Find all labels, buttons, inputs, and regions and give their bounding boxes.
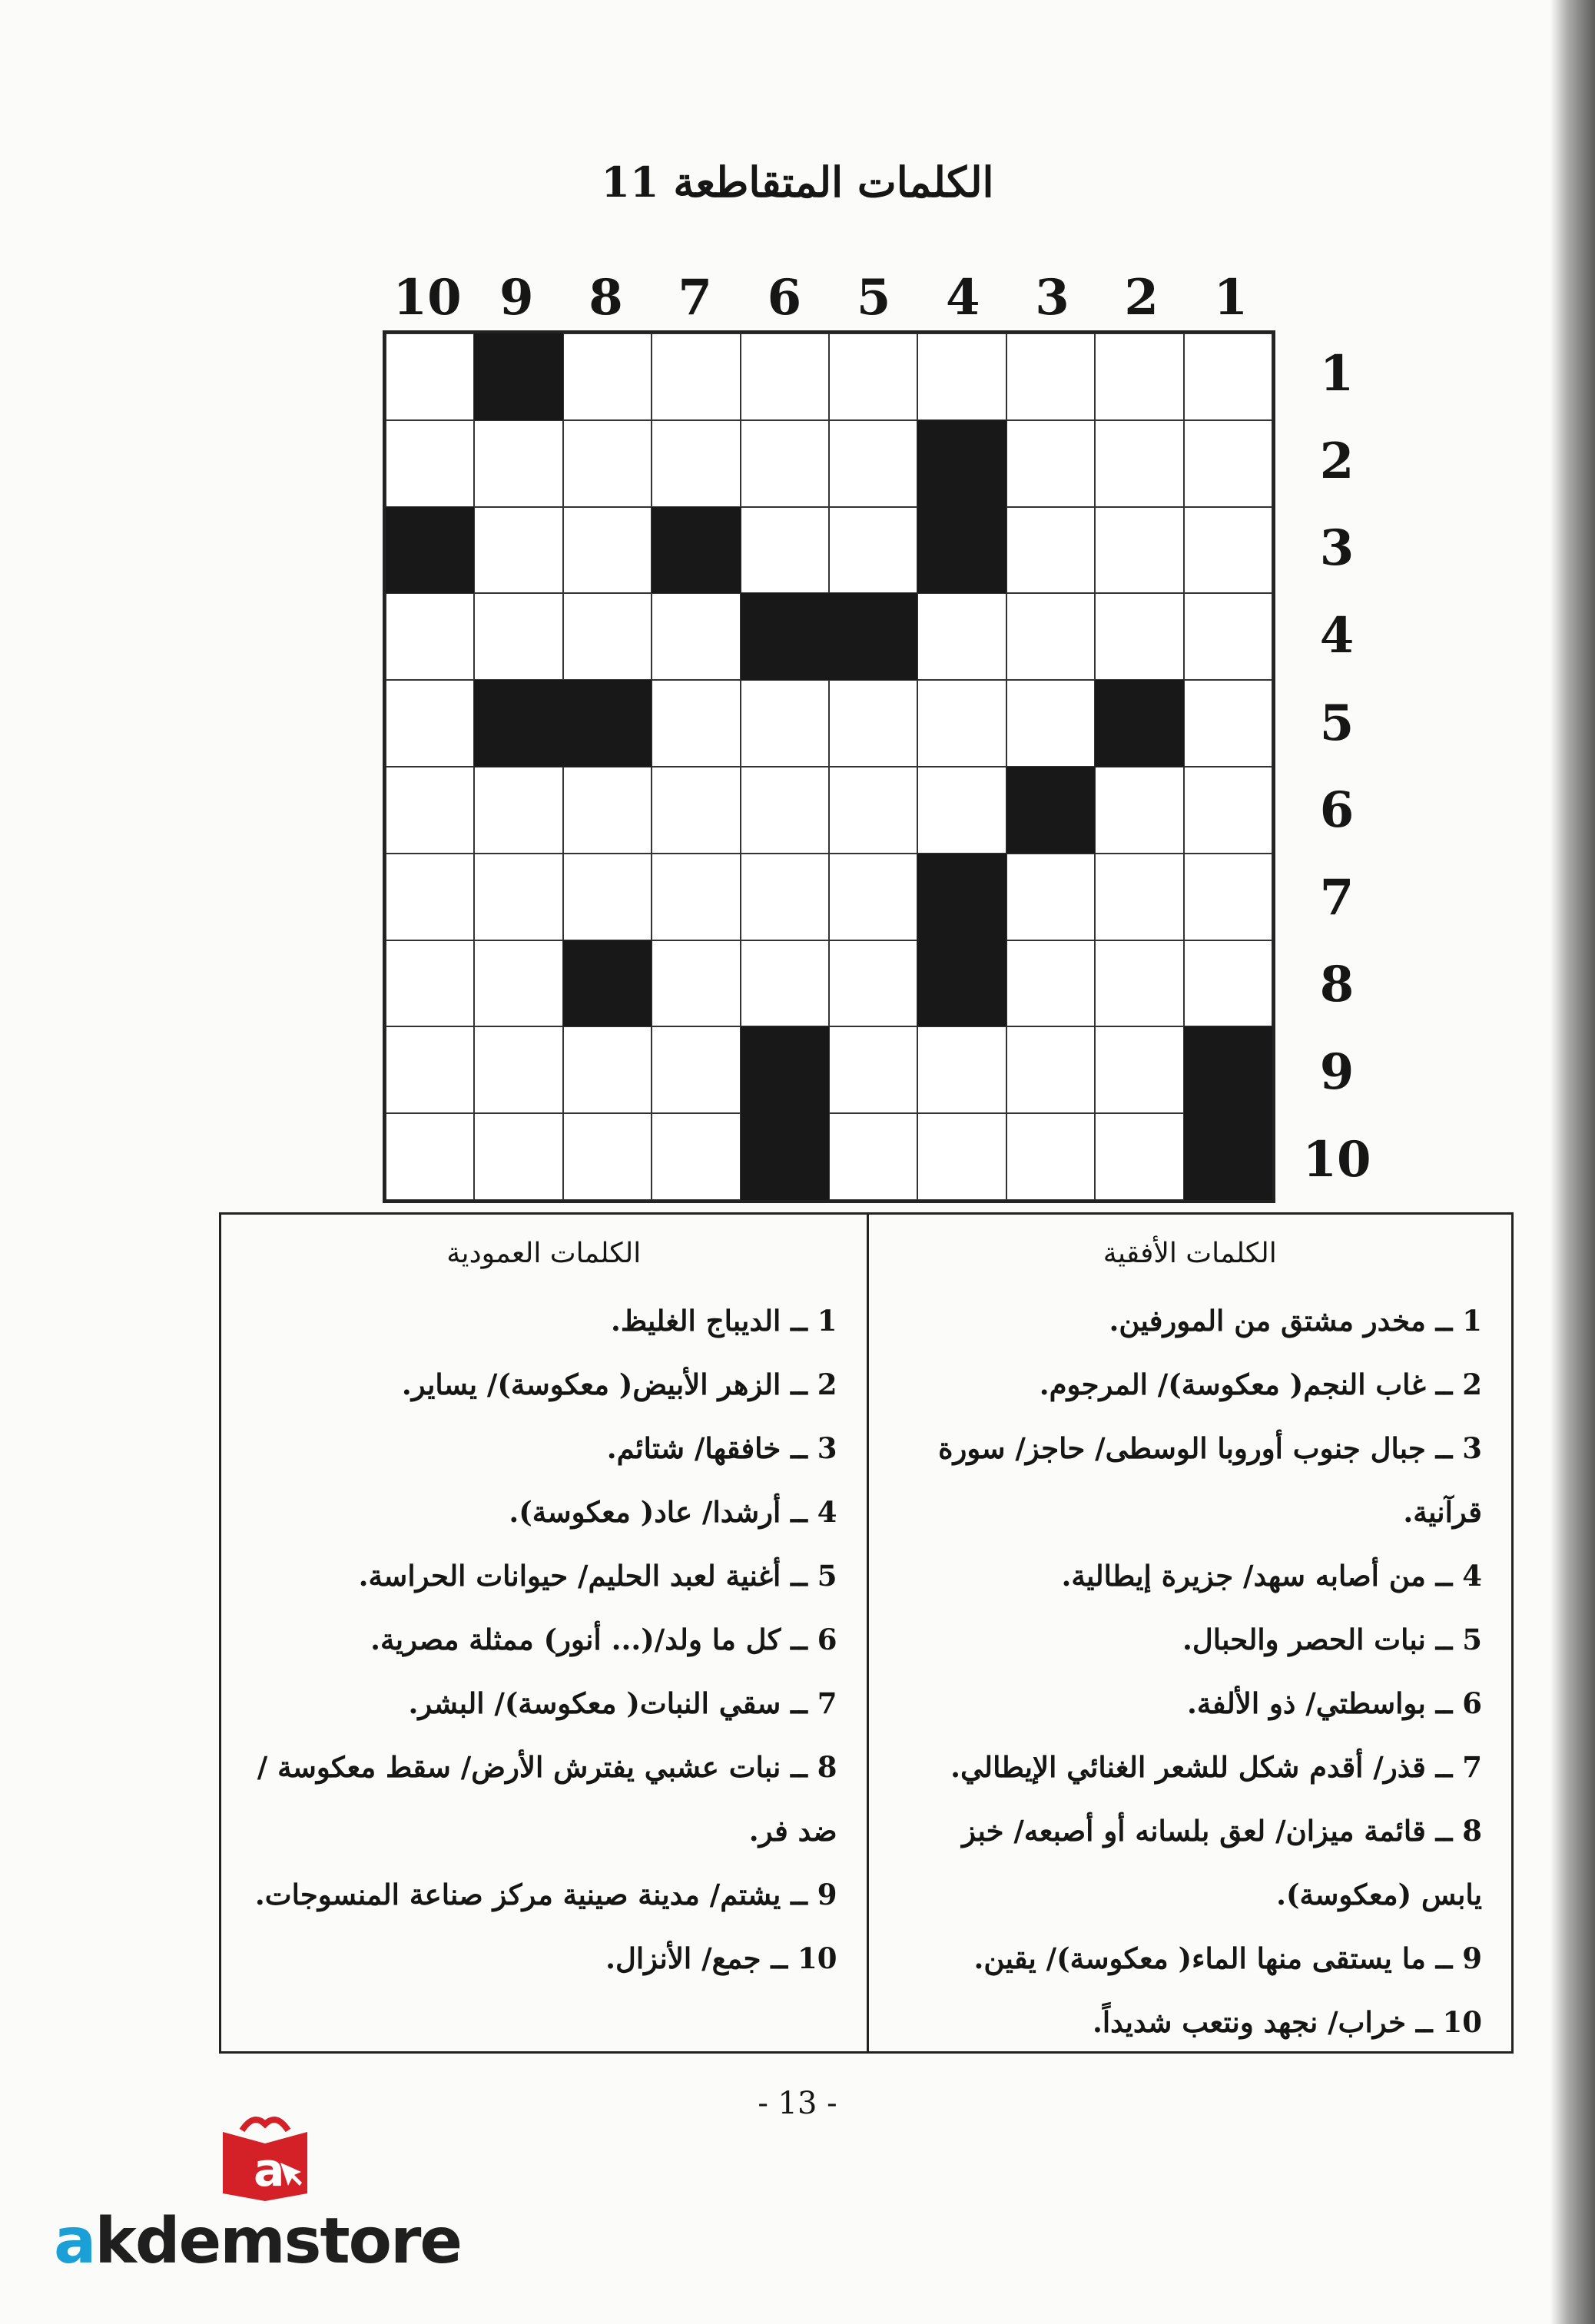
grid-cell[interactable]	[829, 420, 917, 507]
grid-cell[interactable]	[386, 1113, 474, 1200]
grid-cell[interactable]	[1006, 333, 1095, 420]
column-number: 3	[1035, 269, 1069, 327]
grid-cell[interactable]	[386, 593, 474, 680]
grid-cell[interactable]	[474, 420, 562, 507]
grid-cell[interactable]	[1095, 420, 1183, 507]
row-number: 3	[1319, 519, 1355, 578]
grid-cell[interactable]	[829, 767, 917, 854]
grid-cell[interactable]	[917, 767, 1006, 854]
grid-cell[interactable]	[386, 940, 474, 1027]
grid-cell-black	[917, 940, 1006, 1027]
column-number: 4	[946, 269, 980, 327]
grid-cell[interactable]	[563, 1113, 652, 1200]
grid-cell-black	[563, 940, 652, 1027]
grid-cell[interactable]	[741, 680, 829, 767]
vertical-clue: 10 ــ جمع/ الأنزال.	[605, 1941, 837, 1975]
column-number: 7	[678, 269, 712, 327]
grid-cell-black	[741, 1113, 829, 1200]
grid-cell[interactable]	[829, 507, 917, 594]
grid-cell[interactable]	[1095, 593, 1183, 680]
grid-cell[interactable]	[563, 420, 652, 507]
grid-cell[interactable]	[1006, 680, 1095, 767]
crossword-grid	[383, 330, 1275, 1203]
horizontal-clue: 5 ــ نبات الحصر والحبال.	[1182, 1623, 1482, 1656]
grid-cell[interactable]	[1095, 507, 1183, 594]
vertical-clue: 6 ــ كل ما ولد/(... أنور) ممثلة مصرية.	[370, 1623, 837, 1656]
grid-cell[interactable]	[1184, 767, 1272, 854]
grid-cell[interactable]	[741, 940, 829, 1027]
grid-cell[interactable]	[1184, 854, 1272, 940]
column-number: 10	[393, 269, 462, 327]
vertical-clues	[221, 1215, 867, 2051]
grid-cell[interactable]	[652, 593, 740, 680]
grid-cell[interactable]	[1184, 333, 1272, 420]
grid-cell[interactable]	[1184, 507, 1272, 594]
horizontal-clue: 3 ــ جبال جنوب أوروبا الوسطى/ حاجز/ سورة قرآنية.	[938, 1431, 1482, 1529]
column-number: 1	[1213, 269, 1248, 327]
grid-cell[interactable]	[474, 940, 562, 1027]
clues-box	[219, 1212, 1514, 2054]
page-title: الكلمات المتقاطعة 11	[601, 157, 994, 207]
page-edge-shadow	[1550, 0, 1595, 2324]
row-number: 4	[1319, 607, 1355, 665]
grid-cell[interactable]	[829, 940, 917, 1027]
horizontal-clue: 7 ــ قذر/ أقدم شكل للشعر الغنائي الإيطالي.	[950, 1750, 1482, 1784]
grid-cell[interactable]	[652, 1026, 740, 1113]
brand-logo-text: akdemstore	[54, 2205, 462, 2278]
grid-cell[interactable]	[1006, 854, 1095, 940]
horizontal-clue: 10 ــ خراب/ نجهد ونتعب شديداً.	[1093, 2005, 1482, 2039]
grid-cell[interactable]	[1006, 420, 1095, 507]
row-number: 9	[1319, 1043, 1355, 1102]
grid-cell-black	[917, 854, 1006, 940]
page-number: - 13 -	[758, 2086, 837, 2121]
grid-cell[interactable]	[1184, 593, 1272, 680]
grid-cell-black	[563, 680, 652, 767]
grid-cell[interactable]	[1006, 940, 1095, 1027]
grid-cell[interactable]	[1006, 1113, 1095, 1200]
horizontal-clues	[867, 1215, 1512, 2051]
grid-cell[interactable]	[474, 507, 562, 594]
grid-cell[interactable]	[563, 593, 652, 680]
vertical-heading: الكلمات العمودية	[446, 1238, 642, 1269]
grid-cell[interactable]	[563, 507, 652, 594]
grid-cell[interactable]	[1095, 1026, 1183, 1113]
grid-cell[interactable]	[563, 767, 652, 854]
column-number: 2	[1124, 269, 1159, 327]
grid-cell[interactable]	[652, 854, 740, 940]
grid-cell[interactable]	[563, 333, 652, 420]
grid-cell[interactable]	[1095, 767, 1183, 854]
grid-cell[interactable]	[474, 593, 562, 680]
grid-cell-black	[386, 507, 474, 594]
grid-cell[interactable]	[829, 1113, 917, 1200]
grid-cell[interactable]	[652, 940, 740, 1027]
grid-cell[interactable]	[1095, 940, 1183, 1027]
grid-cell[interactable]	[563, 854, 652, 940]
grid-cell[interactable]	[474, 767, 562, 854]
brand-logo	[54, 2109, 469, 2278]
horizontal-heading: الكلمات الأفقية	[1103, 1238, 1277, 1269]
grid-cell-black	[1006, 767, 1095, 854]
grid-cell-black	[829, 593, 917, 680]
grid-cell[interactable]	[917, 593, 1006, 680]
grid-cell[interactable]	[829, 333, 917, 420]
grid-cell[interactable]	[1184, 940, 1272, 1027]
grid-cell-black	[1095, 680, 1183, 767]
grid-cell[interactable]	[1006, 507, 1095, 594]
grid-cell[interactable]	[741, 854, 829, 940]
row-number: 5	[1319, 694, 1355, 752]
grid-cell[interactable]	[1184, 680, 1272, 767]
vertical-clue: 8 ــ نبات عشبي يفترش الأرض/ سقط معكوسة / ضد فر.	[257, 1750, 837, 1848]
grid-cell[interactable]	[829, 680, 917, 767]
grid-cell[interactable]	[386, 680, 474, 767]
grid-cell-black	[1184, 1113, 1272, 1200]
grid-cell[interactable]	[474, 854, 562, 940]
grid-cell[interactable]	[917, 1113, 1006, 1200]
grid-cell[interactable]	[1095, 333, 1183, 420]
column-number: 6	[767, 269, 802, 327]
grid-cell[interactable]	[386, 1026, 474, 1113]
horizontal-clue: 6 ــ بواسطتي/ ذو الألفة.	[1187, 1686, 1482, 1720]
grid-cell[interactable]	[386, 333, 474, 420]
grid-cell[interactable]	[652, 420, 740, 507]
grid-cell[interactable]	[474, 1026, 562, 1113]
column-number: 9	[499, 269, 534, 327]
grid-cell[interactable]	[829, 854, 917, 940]
grid-cell[interactable]	[741, 767, 829, 854]
grid-cell[interactable]	[741, 420, 829, 507]
vertical-clue: 7 ــ سقي النبات( معكوسة)/ البشر.	[408, 1686, 837, 1720]
row-number: 7	[1319, 868, 1355, 927]
grid-cell[interactable]	[652, 1113, 740, 1200]
vertical-clue: 3 ــ خافقها/ شتائم.	[606, 1431, 837, 1465]
grid-cell[interactable]	[741, 507, 829, 594]
grid-cell-black	[917, 420, 1006, 507]
grid-cell-black	[474, 333, 562, 420]
grid-cell-black	[1184, 1026, 1272, 1113]
horizontal-clue: 2 ــ غاب النجم( معكوسة)/ المرجوم.	[1039, 1368, 1482, 1401]
grid-cell-black	[917, 507, 1006, 594]
grid-cell[interactable]	[652, 333, 740, 420]
grid-cell-black	[474, 680, 562, 767]
grid-cell-black	[741, 1026, 829, 1113]
row-number: 8	[1319, 956, 1355, 1014]
row-numbers	[1287, 330, 1387, 1203]
horizontal-clue: 1 ــ مخدر مشتق من المورفين.	[1109, 1304, 1482, 1338]
grid-cell[interactable]	[917, 680, 1006, 767]
vertical-clue: 4 ــ أرشدا/ عاد( معكوسة).	[509, 1495, 837, 1529]
grid-cell[interactable]	[652, 680, 740, 767]
vertical-clue: 1 ــ الديباج الغليظ.	[611, 1304, 837, 1338]
vertical-clue: 9 ــ يشتم/ مدينة صينية مركز صناعة المنسوجات.	[254, 1878, 837, 1911]
row-number: 1	[1319, 345, 1355, 403]
grid-cell[interactable]	[1095, 854, 1183, 940]
row-number: 6	[1319, 781, 1355, 840]
book-icon	[207, 2109, 323, 2201]
grid-cell[interactable]	[1006, 593, 1095, 680]
grid-cell[interactable]	[1006, 1026, 1095, 1113]
vertical-clue: 5 ــ أغنية لعبد الحليم/ حيوانات الحراسة.	[358, 1559, 837, 1593]
grid-cell[interactable]	[1095, 1113, 1183, 1200]
horizontal-clue: 4 ــ من أصابه سهد/ جزيرة إيطالية.	[1061, 1559, 1482, 1593]
grid-cell[interactable]	[917, 333, 1006, 420]
grid-cell[interactable]	[386, 420, 474, 507]
grid-cell[interactable]	[741, 333, 829, 420]
column-number: 8	[589, 269, 623, 327]
grid-cell[interactable]	[917, 1026, 1006, 1113]
horizontal-clue: 9 ــ ما يستقى منها الماء( معكوسة)/ يقين.	[973, 1941, 1482, 1975]
row-number: 2	[1319, 432, 1355, 490]
vertical-clue: 2 ــ الزهر الأبيض( معكوسة)/ يساير.	[401, 1368, 837, 1401]
svg-text:a: a	[254, 2143, 285, 2197]
grid-cell[interactable]	[563, 1026, 652, 1113]
grid-cell-black	[652, 507, 740, 594]
grid-cell[interactable]	[652, 767, 740, 854]
grid-cell[interactable]	[386, 854, 474, 940]
grid-cell[interactable]	[829, 1026, 917, 1113]
grid-cell[interactable]	[1184, 420, 1272, 507]
grid-cell[interactable]	[386, 767, 474, 854]
column-numbers	[383, 269, 1275, 330]
grid-cell-black	[741, 593, 829, 680]
grid-cell[interactable]	[474, 1113, 562, 1200]
row-number: 10	[1302, 1130, 1371, 1189]
horizontal-clue: 8 ــ قائمة ميزان/ لعق بلسانه أو أصبعه/ خبز يابس (معكوسة).	[962, 1814, 1482, 1911]
column-number: 5	[856, 269, 891, 327]
